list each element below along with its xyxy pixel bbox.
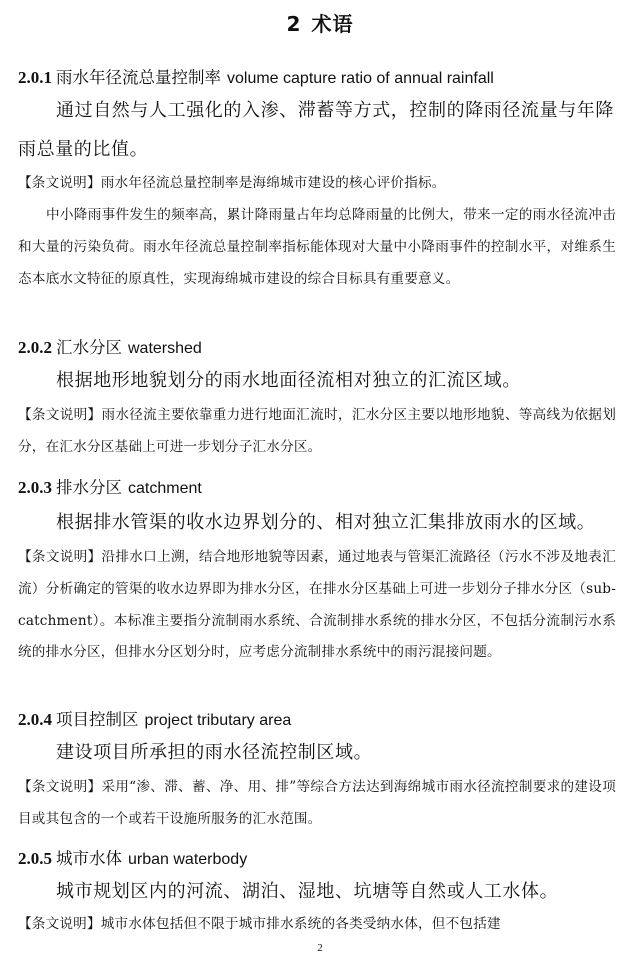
chapter-number: 2	[286, 12, 302, 36]
term-zh: 雨水年径流总量控制率	[56, 68, 221, 87]
term-heading-2-0-1	[18, 64, 494, 88]
term-number: 2.0.1	[18, 68, 52, 87]
term-definition: 建设项目所承担的雨水径流控制区域。	[56, 742, 373, 763]
term-en: urban waterbody	[128, 851, 248, 868]
term-heading-2-0-3	[18, 474, 202, 498]
term-zh: 项目控制区	[56, 710, 139, 729]
term-en: volume capture ratio of annual rainfall	[227, 70, 494, 87]
term-note: 【条文说明】沿排水口上溯，结合地形地貌等因素，通过地表与管渠汇流路径（污水不涉及地表汇流）分析确定的管渠的收水边界即为排水分区，在排水分区基础上可进一步划分子排水分区（sub-catchment）。本标准主要指分流制雨水系统、合流制排水系统的排水分区，不包括分流制污水系统的排水分区，但排水分区划分时，应考虑分流制排水系统中的雨污混接问题。	[18, 549, 616, 661]
term-note: 【条文说明】城市水体包括但不限于城市排水系统的各类受纳水体，但不包括建	[18, 916, 501, 932]
term-number: 2.0.4	[18, 710, 52, 729]
term-en: project tributary area	[144, 712, 292, 729]
term-en: watershed	[128, 340, 202, 357]
term-note: 【条文说明】采用“渗、滞、蓄、净、用、排”等综合方法达到海绵城市雨水径流控制要求的建设项目或其包含的一个或若干设施所服务的汇水范围。	[18, 779, 616, 827]
term-zh: 排水分区	[56, 478, 122, 497]
term-zh: 汇水分区	[56, 338, 122, 357]
page-number: 2	[317, 942, 323, 954]
term-number: 2.0.5	[18, 849, 52, 868]
term-number: 2.0.3	[18, 478, 52, 497]
term-heading-2-0-2	[18, 334, 202, 358]
term-note: 【条文说明】雨水径流主要依靠重力进行地面汇流时，汇水分区主要以地形地貌、等高线为依据划分，在汇水分区基础上可进一步划分子汇水分区。	[18, 407, 616, 455]
term-definition: 根据排水管渠的收水边界划分的、相对独立汇集排放雨水的区域。	[56, 512, 596, 533]
term-number: 2.0.2	[18, 338, 52, 357]
term-note: 【条文说明】雨水年径流总量控制率是海绵城市建设的核心评价指标。	[18, 175, 446, 191]
term-zh: 城市水体	[56, 849, 122, 868]
term-definition: 通过自然与人工强化的入渗、滞蓄等方式，控制的降雨径流量与年降雨总量的比值。	[18, 100, 614, 160]
term-definition: 根据地形地貌划分的雨水地面径流相对独立的汇流区域。	[56, 370, 521, 391]
term-note-paragraph: 中小降雨事件发生的频率高，累计降雨量占年均总降雨量的比例大，带来一定的雨水径流冲击和大量的污染负荷。雨水年径流总量控制率指标能体现对大量中小降雨事件的控制水平，对维系生态本底水文特征的原真性，实现海绵城市建设的综合目标具有重要意义。	[18, 207, 616, 287]
term-heading-2-0-5	[18, 845, 247, 869]
term-heading-2-0-4	[18, 706, 291, 730]
chapter-title: 术语	[311, 12, 354, 36]
term-definition: 城市规划区内的河流、湖泊、湿地、坑塘等自然或人工水体。	[56, 881, 559, 902]
chapter-heading	[0, 8, 640, 37]
term-en: catchment	[128, 480, 202, 497]
